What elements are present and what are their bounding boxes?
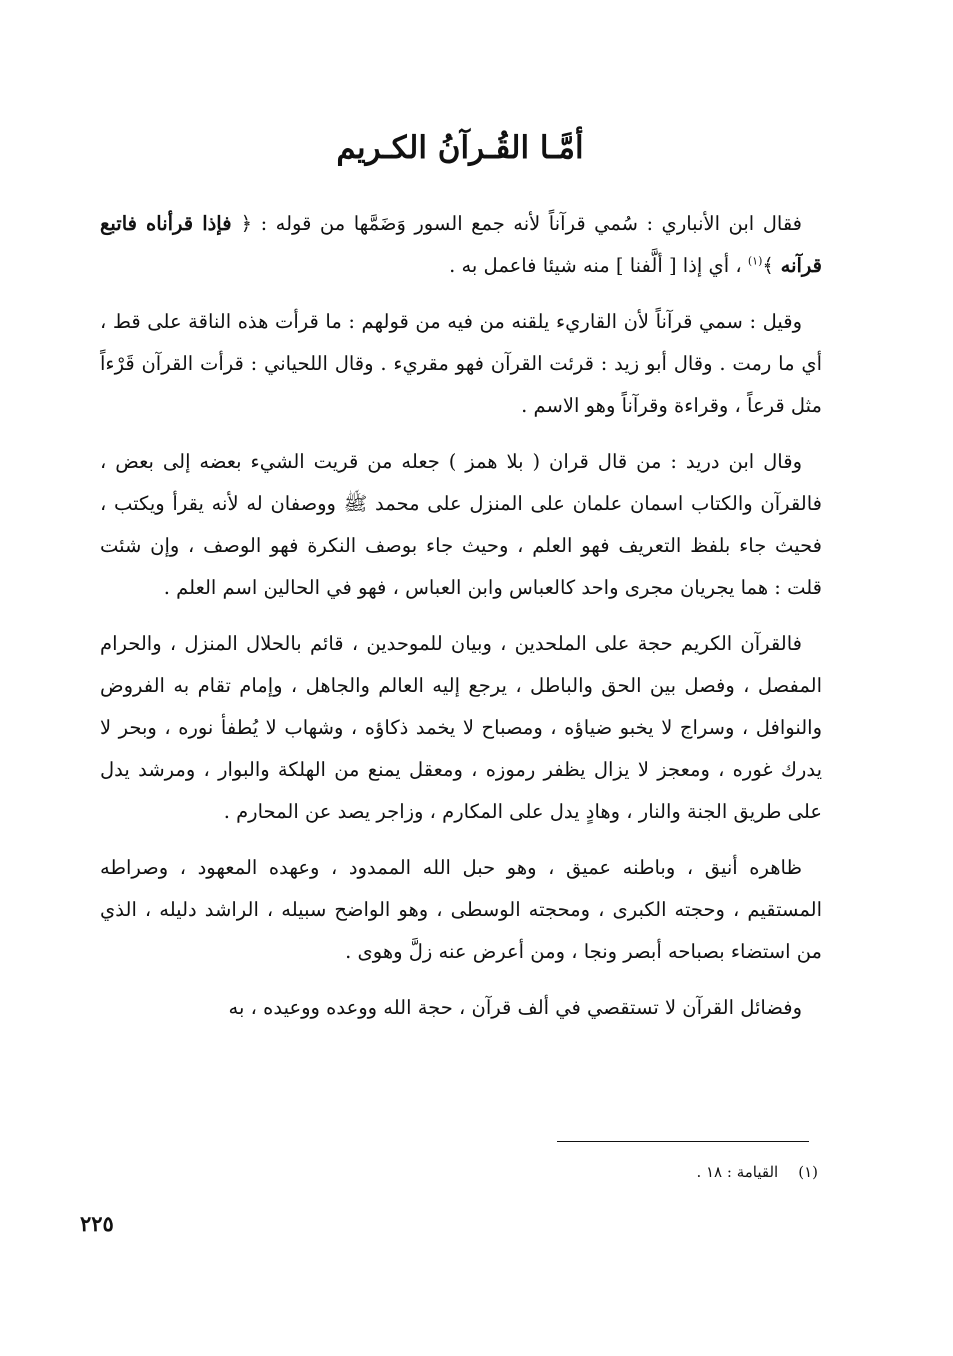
footnote-number: (١) (798, 1163, 818, 1181)
page-title: أمَّـا القُـرآنُ الكـريم (336, 130, 584, 166)
paragraph-3: وقال ابن دريد : من قال قران ( بلا همز ) جعله من قريت الشيء بعضه إلى بعض ، فالقرآن والكتاب اسمان علمان على المنزل على محمد ﷺ ووصفان له لأنه يقرأ ويكتب ، فحيث جاء بلفظ التعريف فهو العلم ، وحيث جاء بوصف النكرة فهو الوصف ، وإن شئت قلت : هما يجريان مجرى واحد كالعباس وابن العباس ، فهو في الحالين اسم العلم . (100, 450, 822, 599)
quran-verse-close-bracket: ﴾ (762, 254, 774, 277)
footnote-reference: (١) (747, 254, 763, 268)
footnote-divider (557, 1141, 809, 1142)
body-text (100, 203, 822, 1043)
paragraph-6: وفضائل القرآن لا تستقصي في ألف قرآن ، حجة الله ووعده ووعيده ، به (228, 996, 802, 1019)
paragraph-5: ظاهره أنيق ، وباطنه عميق ، وهو حبل الله الممدود ، وعهده المعهود ، وصراطه المستقيم ، وحجته الكبرى ، ومحجته الوسطى ، وهو الواضح سبيله ، الراشد دليله ، الذي من استضاء بصباحه أبصر ونجا ، ومن أعرض عنه زلَّ وهوى . (100, 856, 822, 963)
paragraph-4: فالقرآن الكريم حجة على الملحدين ، وبيان للموحدين ، قائم بالحلال المنزل ، والحرام المفصل ، وفصل بين الحق والباطل ، يرجع إليه العالم والجاهل ، وإمام تقام به الفروض والنوافل ، وسراج لا يخبو ضياؤه ، ومصباح لا يخمد ذكاؤه ، وشهاب لا يُطفأ نوره ، وبحر لا يدرك غوره ، ومعجز لا يزال يظفر رموزه ، ومعقل يمنع من الهلكة والبوار ، ومرشد يدل على طريق الجنة والنار ، وهادٍ يدل على المكارم ، وزاجر يصد عن المحارم . (100, 632, 822, 823)
paragraph-2: وقيل : سمي قرآناً لأن القاريء يلقنه من فيه من قولهم : ما قرأت هذه الناقة على قط ، أي ما رمت . وقال أبو زيد : قرئت القرآن فهو مقريء . وقال اللحياني : قرأت القرآن قَرْءاً مثل قرعاً ، وقراءة وقرآناً وهو الاسم . (100, 310, 822, 417)
footnote-text: القيامة : ١٨ . (696, 1163, 779, 1181)
page-number: ٢٢٥ (80, 1211, 114, 1236)
paragraph-1 (100, 203, 822, 287)
paragraph-1-text-end: ، أي إذا [ ألَّفنا ] منه شيئا فاعمل به . (449, 254, 748, 277)
quran-verse: فإذا قرأناه فاتبع قرآنه (100, 212, 822, 277)
paragraph-1-text-start: فقال ابن الأنباري : سُمي قرآناً لأنه جمع السور وَضَمَّها من قوله : ﴿ (240, 212, 802, 235)
footnote (500, 1160, 818, 1184)
